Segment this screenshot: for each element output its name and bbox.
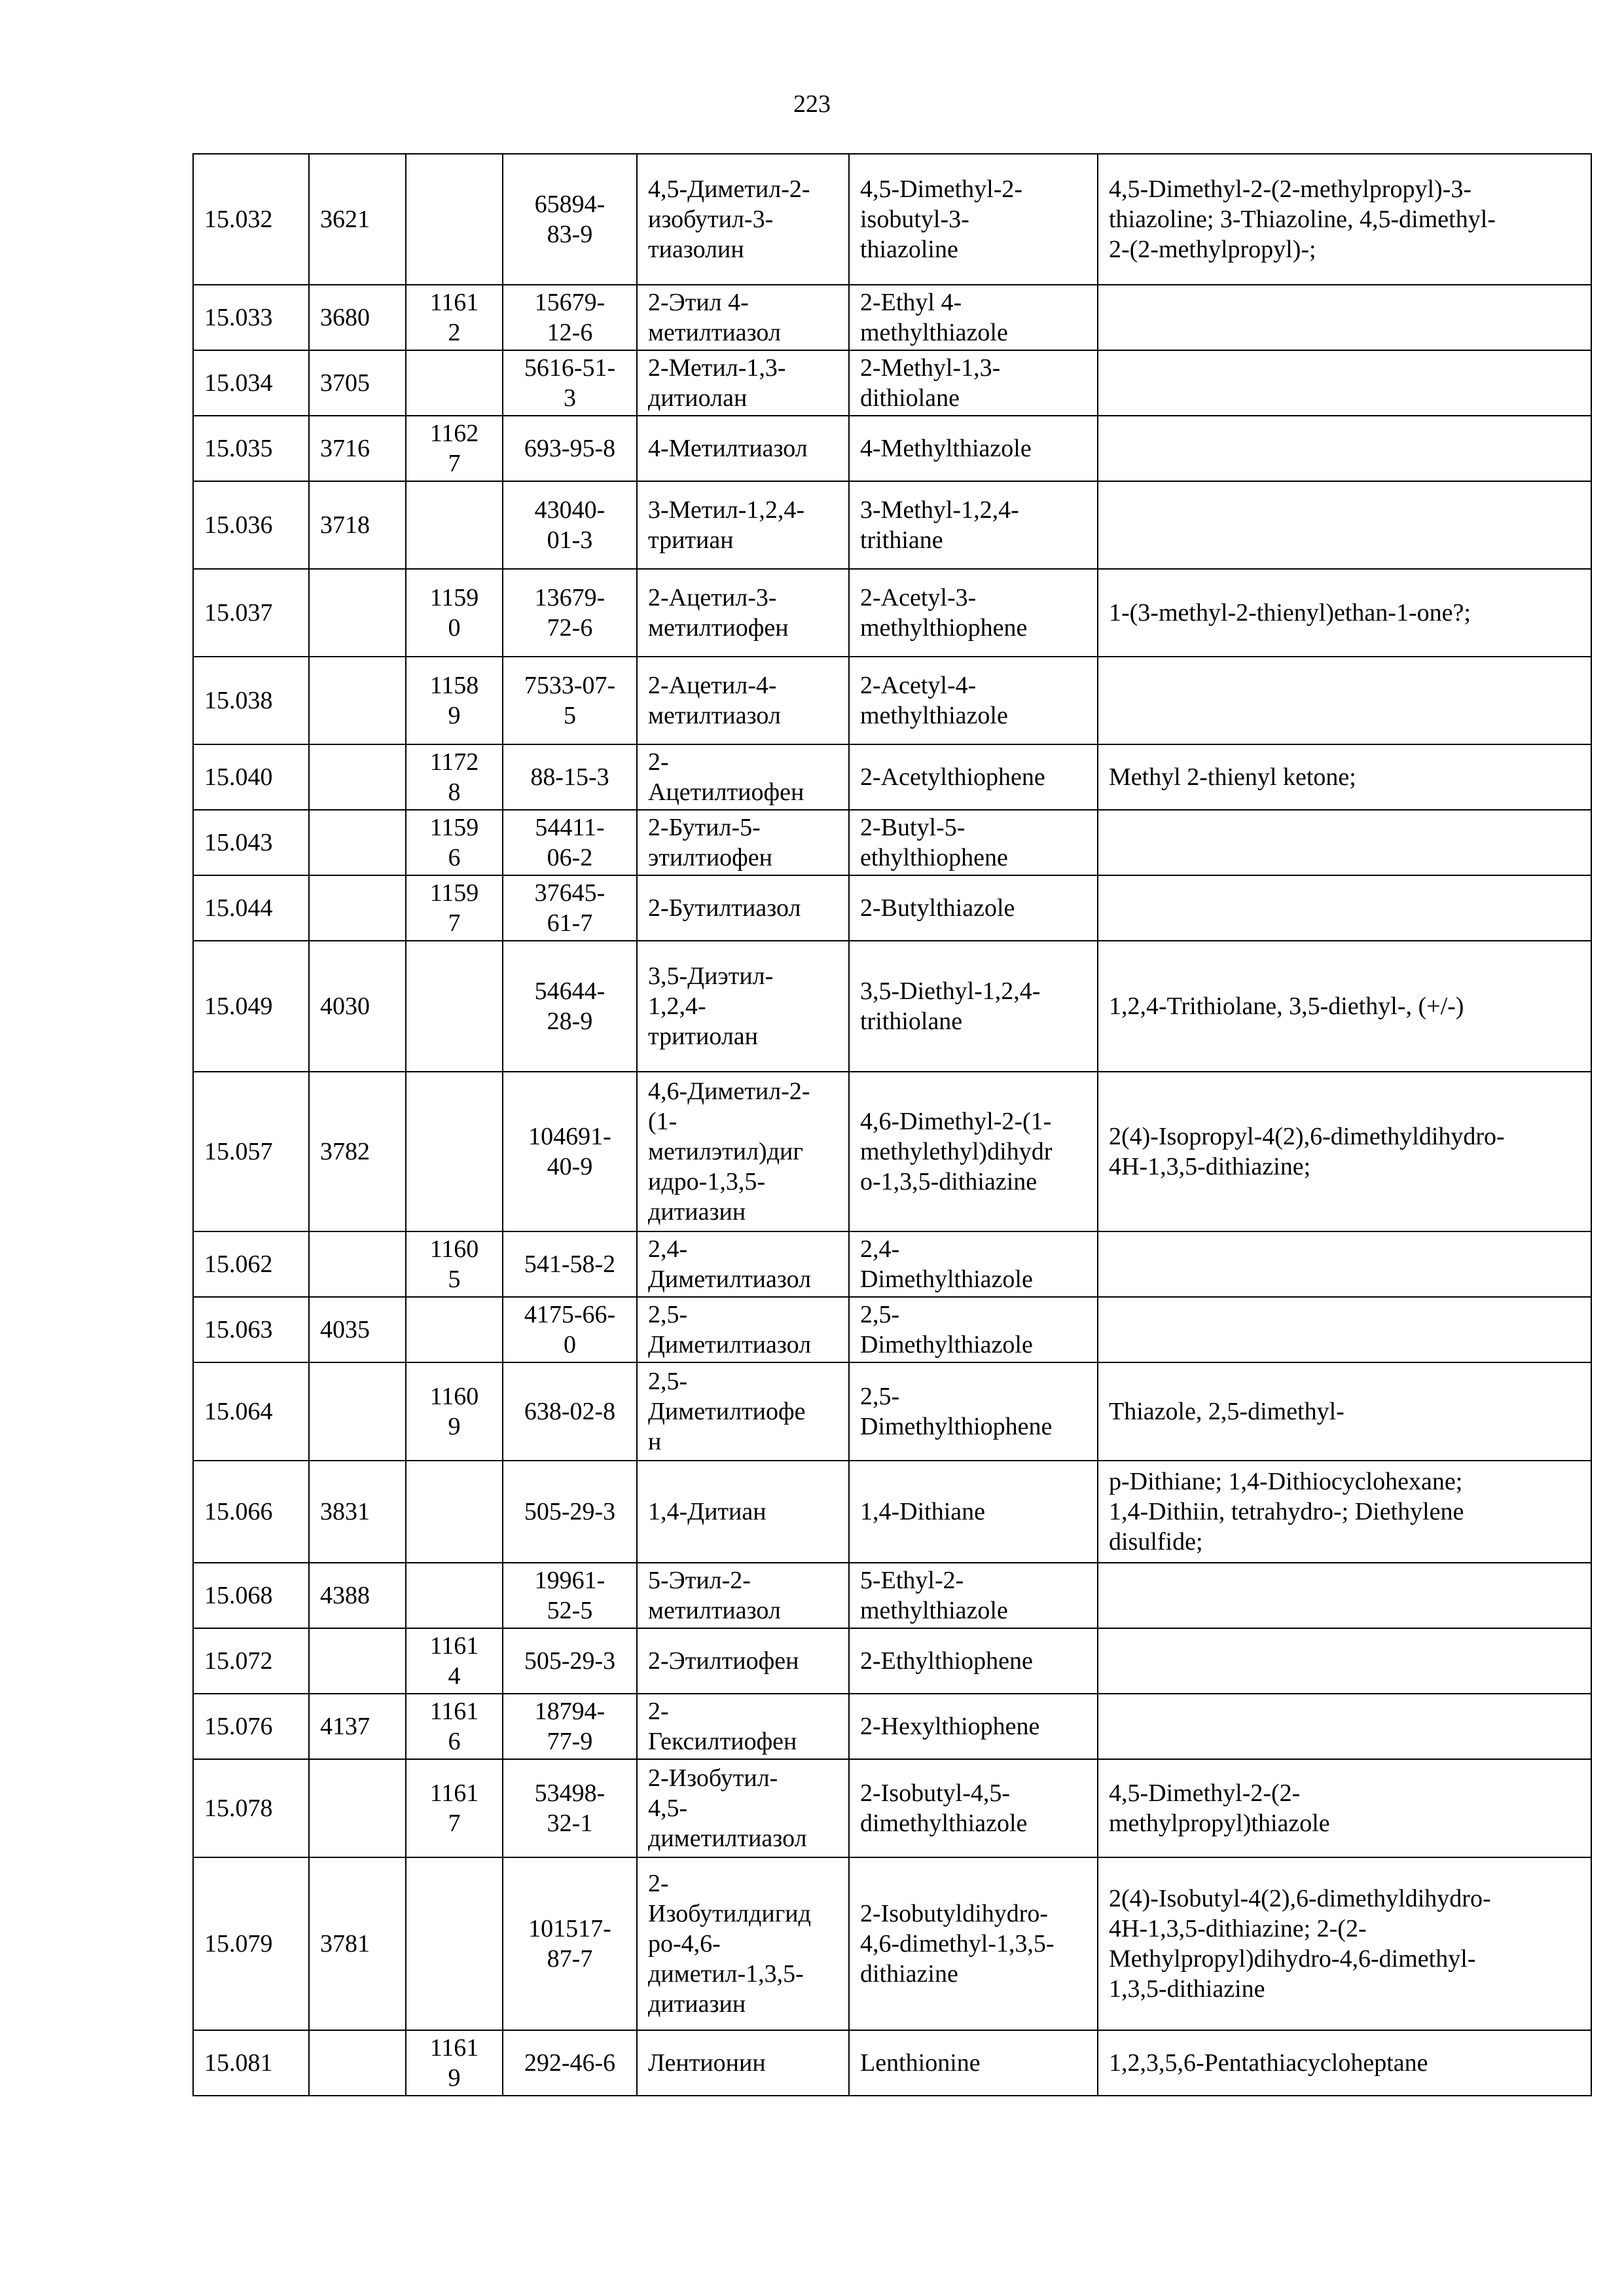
number-cell: 15.078 xyxy=(193,1759,309,1857)
cas-number-cell: 54644- 28-9 xyxy=(503,941,637,1072)
russian-name-cell: 2-Метил-1,3- дитиолан xyxy=(637,350,849,416)
table-row xyxy=(193,1759,1591,1857)
russian-name-cell: 2-Бутил-5- этилтиофен xyxy=(637,810,849,875)
cas-number-cell: 65894- 83-9 xyxy=(503,154,637,285)
synonyms-cell xyxy=(1098,1694,1591,1759)
russian-name-cell: 3,5-Диэтил- 1,2,4- тритиолан xyxy=(637,941,849,1072)
cas-number-cell: 7533-07- 5 xyxy=(503,657,637,744)
cas-number-cell: 292-46-6 xyxy=(503,2030,637,2096)
fema-number-cell: 3705 xyxy=(309,350,406,416)
number-cell: 15.043 xyxy=(193,810,309,875)
cas-number-cell: 19961- 52-5 xyxy=(503,1563,637,1628)
table-row xyxy=(193,1694,1591,1759)
cas-number-cell: 505-29-3 xyxy=(503,1461,637,1563)
english-name-cell: 5-Ethyl-2- methylthiazole xyxy=(849,1563,1098,1628)
fema-number-cell: 3831 xyxy=(309,1461,406,1563)
fema-number-cell xyxy=(309,1759,406,1857)
synonyms-cell xyxy=(1098,285,1591,350)
cas-number-cell: 37645- 61-7 xyxy=(503,875,637,941)
cas-number-cell: 54411- 06-2 xyxy=(503,810,637,875)
russian-name-cell: 4,5-Диметил-2- изобутил-3- тиазолин xyxy=(637,154,849,285)
page-number: 223 xyxy=(793,90,831,118)
coe-number-cell: 1160 5 xyxy=(406,1231,503,1297)
english-name-cell: 2-Isobutyldihydro- 4,6-dimethyl-1,3,5- dithiazine xyxy=(849,1857,1098,2030)
synonyms-cell: 2(4)-Isopropyl-4(2),6-dimethyldihydro- 4H-1,3,5-dithiazine; xyxy=(1098,1072,1591,1231)
synonyms-cell xyxy=(1098,416,1591,481)
cas-number-cell: 693-95-8 xyxy=(503,416,637,481)
english-name-cell: 2-Ethyl 4- methylthiazole xyxy=(849,285,1098,350)
synonyms-cell: 1-(3-methyl-2-thienyl)ethan-1-one?; xyxy=(1098,569,1591,657)
cas-number-cell: 43040- 01-3 xyxy=(503,481,637,569)
table-row xyxy=(193,416,1591,481)
number-cell: 15.057 xyxy=(193,1072,309,1231)
english-name-cell: Lenthionine xyxy=(849,2030,1098,2096)
table-row xyxy=(193,350,1591,416)
number-cell: 15.064 xyxy=(193,1362,309,1461)
russian-name-cell: 4,6-Диметил-2- (1- метилэтил)диг идро-1,3,5- дитиазин xyxy=(637,1072,849,1231)
coe-number-cell: 1161 6 xyxy=(406,1694,503,1759)
number-cell: 15.068 xyxy=(193,1563,309,1628)
fema-number-cell: 3621 xyxy=(309,154,406,285)
synonyms-cell: 1,2,3,5,6-Pentathiacycloheptane xyxy=(1098,2030,1591,2096)
number-cell: 15.049 xyxy=(193,941,309,1072)
number-cell: 15.036 xyxy=(193,481,309,569)
table-body xyxy=(193,154,1591,2096)
coe-number-cell xyxy=(406,1297,503,1362)
table-row xyxy=(193,810,1591,875)
russian-name-cell: 3-Метил-1,2,4- тритиан xyxy=(637,481,849,569)
russian-name-cell: 2-Этилтиофен xyxy=(637,1628,849,1694)
fema-number-cell: 3781 xyxy=(309,1857,406,2030)
cas-number-cell: 541-58-2 xyxy=(503,1231,637,1297)
fema-number-cell xyxy=(309,2030,406,2096)
number-cell: 15.063 xyxy=(193,1297,309,1362)
synonyms-cell xyxy=(1098,810,1591,875)
number-cell: 15.034 xyxy=(193,350,309,416)
coe-number-cell: 1159 6 xyxy=(406,810,503,875)
russian-name-cell: 2-Ацетил-4- метилтиазол xyxy=(637,657,849,744)
number-cell: 15.038 xyxy=(193,657,309,744)
cas-number-cell: 53498- 32-1 xyxy=(503,1759,637,1857)
fema-number-cell: 3782 xyxy=(309,1072,406,1231)
coe-number-cell: 1161 9 xyxy=(406,2030,503,2096)
english-name-cell: 2-Hexylthiophene xyxy=(849,1694,1098,1759)
synonyms-cell: Thiazole, 2,5-dimethyl- xyxy=(1098,1362,1591,1461)
fema-number-cell xyxy=(309,1628,406,1694)
fema-number-cell xyxy=(309,1362,406,1461)
number-cell: 15.081 xyxy=(193,2030,309,2096)
cas-number-cell: 18794- 77-9 xyxy=(503,1694,637,1759)
synonyms-cell xyxy=(1098,1563,1591,1628)
table-row xyxy=(193,744,1591,810)
coe-number-cell xyxy=(406,350,503,416)
fema-number-cell xyxy=(309,657,406,744)
table-row xyxy=(193,2030,1591,2096)
fema-number-cell: 3718 xyxy=(309,481,406,569)
cas-number-cell: 13679- 72-6 xyxy=(503,569,637,657)
table-row xyxy=(193,1362,1591,1461)
fema-number-cell xyxy=(309,569,406,657)
english-name-cell: 2-Isobutyl-4,5- dimethylthiazole xyxy=(849,1759,1098,1857)
fema-number-cell xyxy=(309,875,406,941)
coe-number-cell xyxy=(406,154,503,285)
coe-number-cell: 1161 4 xyxy=(406,1628,503,1694)
english-name-cell: 4,5-Dimethyl-2- isobutyl-3- thiazoline xyxy=(849,154,1098,285)
table-row xyxy=(193,1857,1591,2030)
coe-number-cell: 1161 7 xyxy=(406,1759,503,1857)
fema-number-cell: 4035 xyxy=(309,1297,406,1362)
synonyms-cell xyxy=(1098,1628,1591,1694)
synonyms-cell: 4,5-Dimethyl-2-(2- methylpropyl)thiazole xyxy=(1098,1759,1591,1857)
coe-number-cell xyxy=(406,941,503,1072)
english-name-cell: 2-Acetyl-4- methylthiazole xyxy=(849,657,1098,744)
english-name-cell: 2,5- Dimethylthiazole xyxy=(849,1297,1098,1362)
table-row xyxy=(193,1563,1591,1628)
english-name-cell: 2,5- Dimethylthiophene xyxy=(849,1362,1098,1461)
synonyms-cell: p-Dithiane; 1,4-Dithiocyclohexane; 1,4-Dithiin, tetrahydro-; Diethylene disulfide; xyxy=(1098,1461,1591,1563)
coe-number-cell xyxy=(406,1461,503,1563)
cas-number-cell: 101517- 87-7 xyxy=(503,1857,637,2030)
fema-number-cell xyxy=(309,1231,406,1297)
russian-name-cell: 2-Бутилтиазол xyxy=(637,875,849,941)
fema-number-cell: 4030 xyxy=(309,941,406,1072)
number-cell: 15.062 xyxy=(193,1231,309,1297)
english-name-cell: 2-Methyl-1,3- dithiolane xyxy=(849,350,1098,416)
fema-number-cell: 4137 xyxy=(309,1694,406,1759)
table-row xyxy=(193,1461,1591,1563)
synonyms-cell xyxy=(1098,1297,1591,1362)
coe-number-cell: 1159 0 xyxy=(406,569,503,657)
fema-number-cell xyxy=(309,744,406,810)
coe-number-cell: 1162 7 xyxy=(406,416,503,481)
synonyms-cell xyxy=(1098,350,1591,416)
russian-name-cell: 2- Изобутилдигид ро-4,6- диметил-1,3,5- дитиазин xyxy=(637,1857,849,2030)
coe-number-cell: 1172 8 xyxy=(406,744,503,810)
coe-number-cell xyxy=(406,1857,503,2030)
cas-number-cell: 505-29-3 xyxy=(503,1628,637,1694)
cas-number-cell: 638-02-8 xyxy=(503,1362,637,1461)
table-row xyxy=(193,481,1591,569)
cas-number-cell: 15679- 12-6 xyxy=(503,285,637,350)
coe-number-cell: 1160 9 xyxy=(406,1362,503,1461)
english-name-cell: 4-Methylthiazole xyxy=(849,416,1098,481)
number-cell: 15.079 xyxy=(193,1857,309,2030)
english-name-cell: 2-Ethylthiophene xyxy=(849,1628,1098,1694)
table-row xyxy=(193,657,1591,744)
coe-number-cell xyxy=(406,481,503,569)
russian-name-cell: 2,5- Диметилтиазол xyxy=(637,1297,849,1362)
number-cell: 15.072 xyxy=(193,1628,309,1694)
english-name-cell: 1,4-Dithiane xyxy=(849,1461,1098,1563)
synonyms-cell: Methyl 2-thienyl ketone; xyxy=(1098,744,1591,810)
coe-number-cell: 1159 7 xyxy=(406,875,503,941)
english-name-cell: 2-Acetyl-3- methylthiophene xyxy=(849,569,1098,657)
russian-name-cell: 2- Гексилтиофен xyxy=(637,1694,849,1759)
english-name-cell: 2-Acetylthiophene xyxy=(849,744,1098,810)
coe-number-cell: 1161 2 xyxy=(406,285,503,350)
english-name-cell: 3-Methyl-1,2,4- trithiane xyxy=(849,481,1098,569)
fema-number-cell: 4388 xyxy=(309,1563,406,1628)
fema-number-cell: 3716 xyxy=(309,416,406,481)
cas-number-cell: 104691- 40-9 xyxy=(503,1072,637,1231)
fema-number-cell: 3680 xyxy=(309,285,406,350)
number-cell: 15.035 xyxy=(193,416,309,481)
synonyms-cell xyxy=(1098,657,1591,744)
russian-name-cell: 2,4- Диметилтиазол xyxy=(637,1231,849,1297)
table-row xyxy=(193,154,1591,285)
cas-number-cell: 4175-66- 0 xyxy=(503,1297,637,1362)
english-name-cell: 2-Butylthiazole xyxy=(849,875,1098,941)
cas-number-cell: 5616-51- 3 xyxy=(503,350,637,416)
russian-name-cell: 1,4-Дитиан xyxy=(637,1461,849,1563)
synonyms-cell xyxy=(1098,481,1591,569)
english-name-cell: 2-Butyl-5- ethylthiophene xyxy=(849,810,1098,875)
cas-number-cell: 88-15-3 xyxy=(503,744,637,810)
coe-number-cell: 1158 9 xyxy=(406,657,503,744)
russian-name-cell: 5-Этил-2- метилтиазол xyxy=(637,1563,849,1628)
table-row xyxy=(193,569,1591,657)
number-cell: 15.037 xyxy=(193,569,309,657)
synonyms-cell xyxy=(1098,875,1591,941)
number-cell: 15.066 xyxy=(193,1461,309,1563)
table-row xyxy=(193,285,1591,350)
russian-name-cell: 2-Изобутил- 4,5- диметилтиазол xyxy=(637,1759,849,1857)
number-cell: 15.044 xyxy=(193,875,309,941)
english-name-cell: 4,6-Dimethyl-2-(1- methylethyl)dihydr o-1,3,5-dithiazine xyxy=(849,1072,1098,1231)
russian-name-cell: 2-Ацетил-3- метилтиофен xyxy=(637,569,849,657)
table-row xyxy=(193,1297,1591,1362)
english-name-cell: 3,5-Diethyl-1,2,4- trithiolane xyxy=(849,941,1098,1072)
table-row xyxy=(193,1628,1591,1694)
russian-name-cell: 2-Этил 4- метилтиазол xyxy=(637,285,849,350)
table-row xyxy=(193,1072,1591,1231)
table-row xyxy=(193,875,1591,941)
synonyms-cell: 1,2,4-Trithiolane, 3,5-diethyl-, (+/-) xyxy=(1098,941,1591,1072)
number-cell: 15.040 xyxy=(193,744,309,810)
english-name-cell: 2,4- Dimethylthiazole xyxy=(849,1231,1098,1297)
russian-name-cell: Лентионин xyxy=(637,2030,849,2096)
coe-number-cell xyxy=(406,1563,503,1628)
coe-number-cell xyxy=(406,1072,503,1231)
synonyms-cell: 4,5-Dimethyl-2-(2-methylpropyl)-3- thiazoline; 3-Thiazoline, 4,5-dimethyl- 2-(2-methylpropyl)-; xyxy=(1098,154,1591,285)
russian-name-cell: 2- Ацетилтиофен xyxy=(637,744,849,810)
synonyms-cell xyxy=(1098,1231,1591,1297)
synonyms-cell: 2(4)-Isobutyl-4(2),6-dimethyldihydro- 4H-1,3,5-dithiazine; 2-(2- Methylpropyl)dihydro-4,6-dimethyl- 1,3,5-dithiazine xyxy=(1098,1857,1591,2030)
fema-number-cell xyxy=(309,810,406,875)
table-row xyxy=(193,1231,1591,1297)
number-cell: 15.076 xyxy=(193,1694,309,1759)
flavouring-substances-table xyxy=(192,153,1592,2096)
russian-name-cell: 4-Метилтиазол xyxy=(637,416,849,481)
number-cell: 15.033 xyxy=(193,285,309,350)
table-row xyxy=(193,941,1591,1072)
russian-name-cell: 2,5- Диметилтиофе н xyxy=(637,1362,849,1461)
number-cell: 15.032 xyxy=(193,154,309,285)
